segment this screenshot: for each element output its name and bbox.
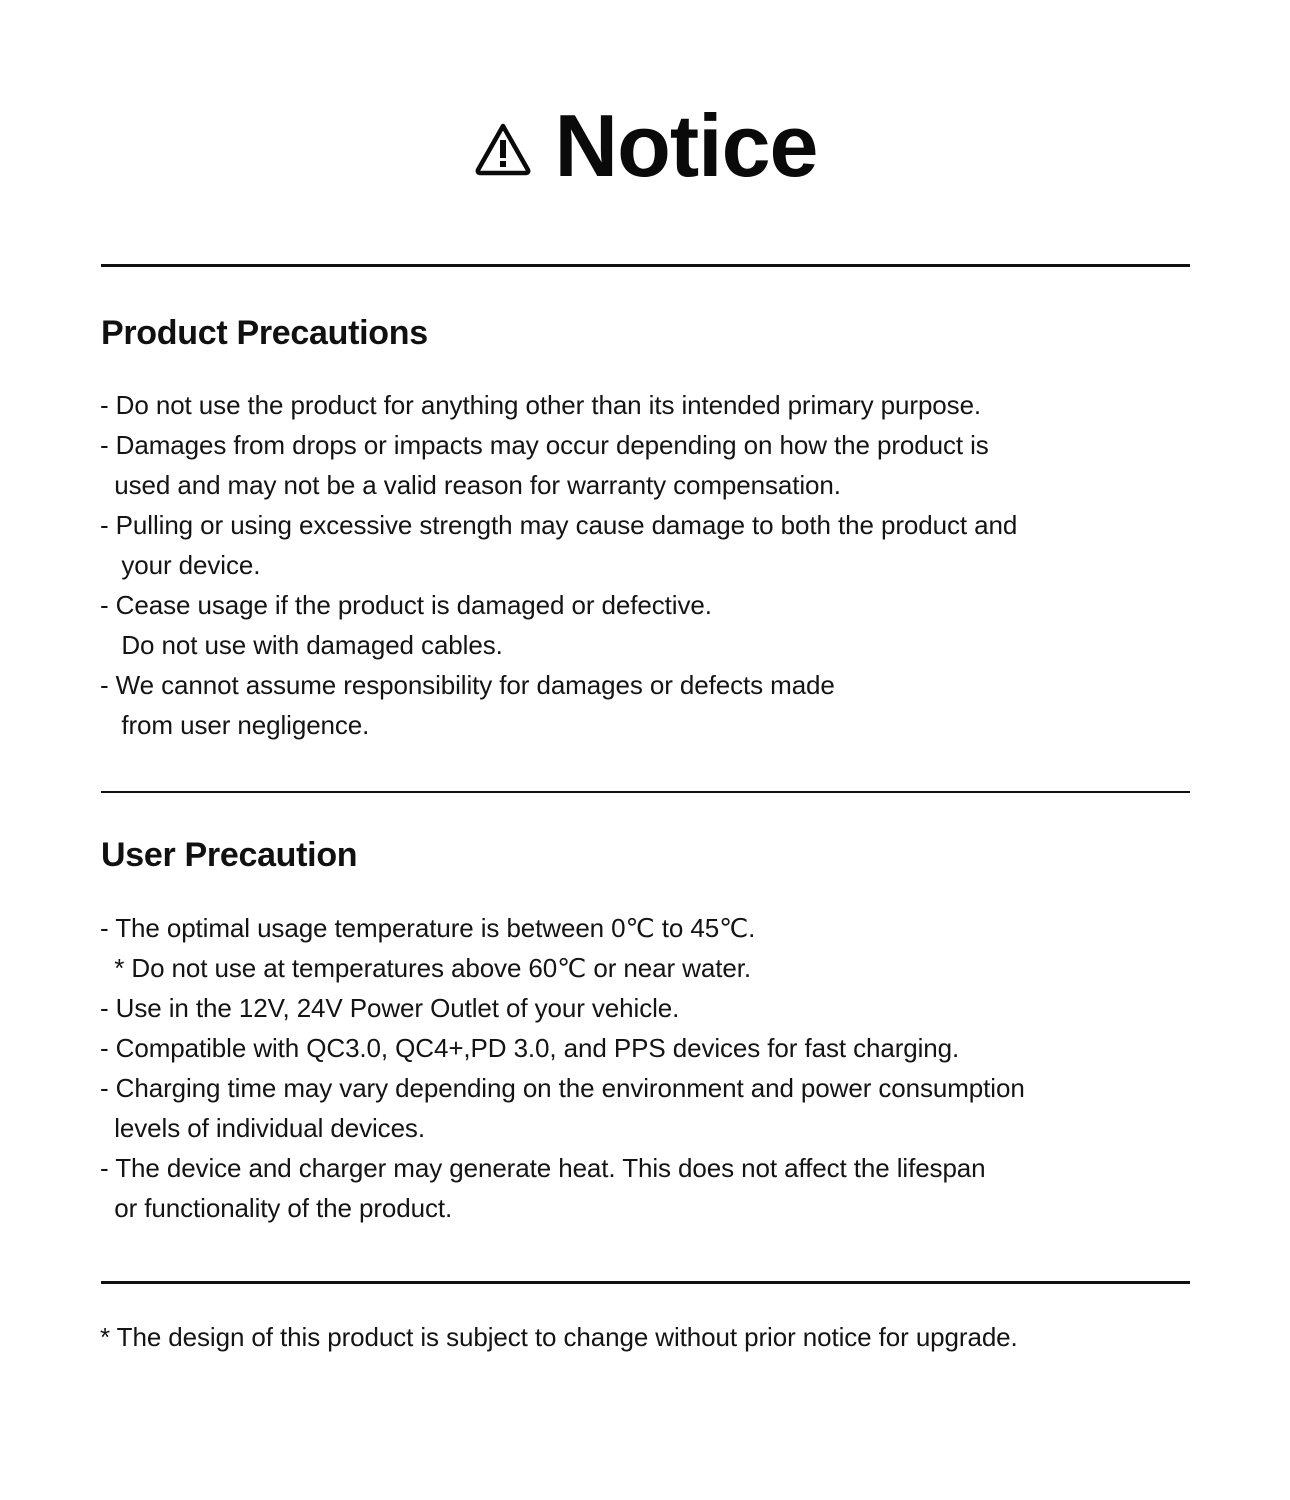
page-header [0, 96, 1290, 196]
list-item-continuation: your device. [100, 550, 261, 580]
section-heading: Product Precautions [101, 314, 428, 352]
list-item: - Compatible with QC3.0, QC4+,PD 3.0, and PPS devices for fast charging. [100, 1033, 960, 1063]
divider-bottom [101, 1281, 1190, 1284]
list-item: - Charging time may vary depending on the environment and power consumption [100, 1073, 1025, 1103]
divider-top [101, 264, 1190, 267]
footer-note: * The design of this product is subject to change without prior notice for upgrade. [100, 1322, 1018, 1352]
list-item: - Pulling or using excessive strength may cause damage to both the product and [100, 510, 1018, 540]
list-item: - Use in the 12V, 24V Power Outlet of your vehicle. [100, 993, 680, 1023]
list-item: - We cannot assume responsibility for damages or defects made [100, 670, 835, 700]
list-item-continuation: from user negligence. [100, 710, 370, 740]
list-item: - Damages from drops or impacts may occur depending on how the product is [100, 430, 989, 460]
list-item-continuation: levels of individual devices. [100, 1113, 425, 1143]
divider-middle [101, 791, 1190, 793]
list-item: - Do not use the product for anything other than its intended primary purpose. [100, 390, 982, 420]
section-heading: User Precaution [101, 836, 358, 874]
list-item-continuation: Do not use with damaged cables. [100, 630, 503, 660]
page-title: Notice [554, 96, 818, 195]
list-item-continuation: or functionality of the product. [100, 1193, 453, 1223]
list-item: - The device and charger may generate heat. This does not affect the lifespan [100, 1153, 986, 1183]
list-item: - Cease usage if the product is damaged or defective. [100, 590, 712, 620]
warning-triangle-icon [473, 121, 533, 177]
list-item: - The optimal usage temperature is between 0℃ to 45℃. [100, 913, 756, 943]
list-item-note: * Do not use at temperatures above 60℃ or near water. [100, 953, 751, 983]
list-item-continuation: used and may not be a valid reason for warranty compensation. [100, 470, 841, 500]
